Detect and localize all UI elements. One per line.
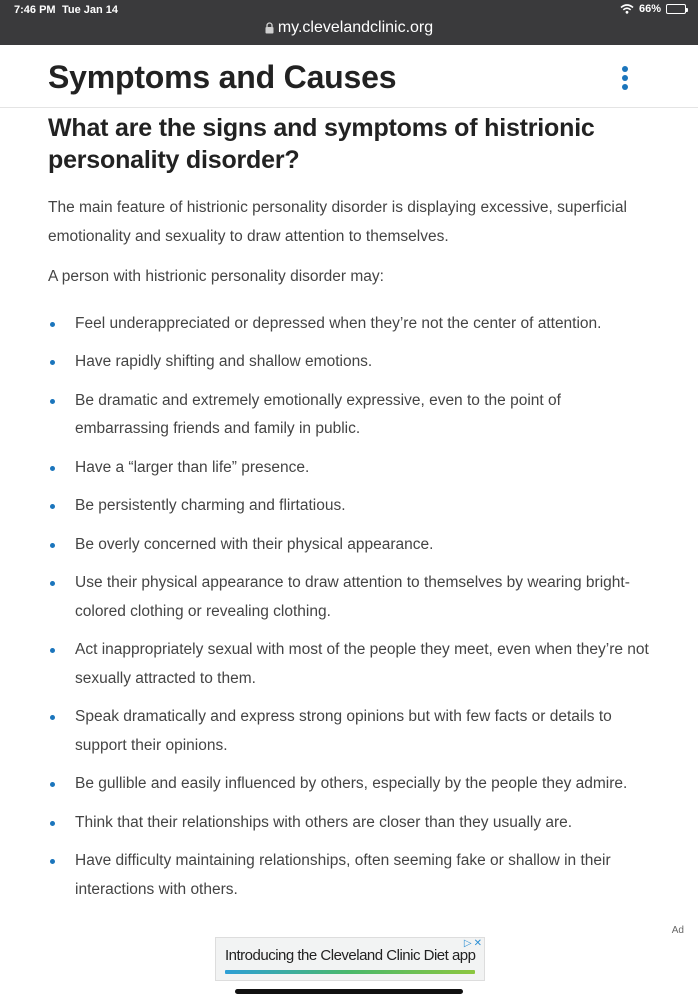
dot xyxy=(622,66,628,72)
list-item: Be dramatic and extremely emotionally expressive, even to the point of embarrassing friends and family in public. xyxy=(48,387,658,444)
list-item: Feel underappreciated or depressed when they’re not the center of attention. xyxy=(48,310,658,339)
browser-top-bar xyxy=(0,0,698,45)
list-item: Act inappropriately sexual with most of the people they meet, even when they’re not sexually attracted to them. xyxy=(48,636,658,693)
list-item: Have difficulty maintaining relationships, often seeming fake or shallow in their interactions with others. xyxy=(48,847,658,904)
ad-area xyxy=(0,920,698,1000)
list-item: Be gullible and easily influenced by others, especially by the people they admire. xyxy=(48,770,658,799)
ad-controls xyxy=(464,939,482,949)
list-item: Speak dramatically and express strong opinions but with few facts or details to support their opinions. xyxy=(48,703,658,760)
address-bar[interactable] xyxy=(0,19,698,37)
list-item: Be persistently charming and flirtatious. xyxy=(48,492,658,521)
list-item: Think that their relationships with others are closer than they usually are. xyxy=(48,809,658,838)
list-item: Use their physical appearance to draw attention to themselves by wearing bright-colored clothing or revealing clothing. xyxy=(48,569,658,626)
article-lead-in: A person with histrionic personality disorder may: xyxy=(48,268,384,285)
status-time: 7:46 PM xyxy=(14,4,56,16)
ad-text: Introducing the Cleveland Clinic Diet app xyxy=(225,947,476,964)
ad-banner[interactable] xyxy=(215,937,485,981)
adchoices-icon[interactable]: ▷ xyxy=(463,938,472,949)
dot xyxy=(622,84,628,90)
list-item: Have rapidly shifting and shallow emotions. xyxy=(48,348,658,377)
article-intro: The main feature of histrionic personality disorder is displaying excessive, superficial emotionality and sexuality to draw attention to themselves. xyxy=(48,199,627,245)
status-date: Tue Jan 14 xyxy=(62,4,119,16)
wifi-icon xyxy=(620,4,634,14)
ad-label: Ad xyxy=(671,925,684,936)
symptom-list xyxy=(48,310,658,943)
home-indicator[interactable] xyxy=(235,989,463,994)
battery-icon xyxy=(666,4,686,14)
url-text: my.clevelandclinic.org xyxy=(277,19,434,36)
list-item: Have a “larger than life” presence. xyxy=(48,454,658,483)
close-icon[interactable]: ✕ xyxy=(473,938,482,949)
status-indicators xyxy=(620,3,686,15)
list-item: Be overly concerned with their physical appearance. xyxy=(48,531,658,560)
article-content xyxy=(48,112,658,920)
section-header xyxy=(0,45,698,108)
ad-underline xyxy=(225,970,475,974)
article-heading: What are the signs and symptoms of histrionic personality disorder? xyxy=(48,114,595,174)
dot xyxy=(622,75,628,81)
battery-percent: 66% xyxy=(638,3,661,15)
more-options-icon[interactable] xyxy=(614,63,636,93)
lock-icon xyxy=(265,22,274,34)
section-title: Symptoms and Causes xyxy=(48,59,397,95)
